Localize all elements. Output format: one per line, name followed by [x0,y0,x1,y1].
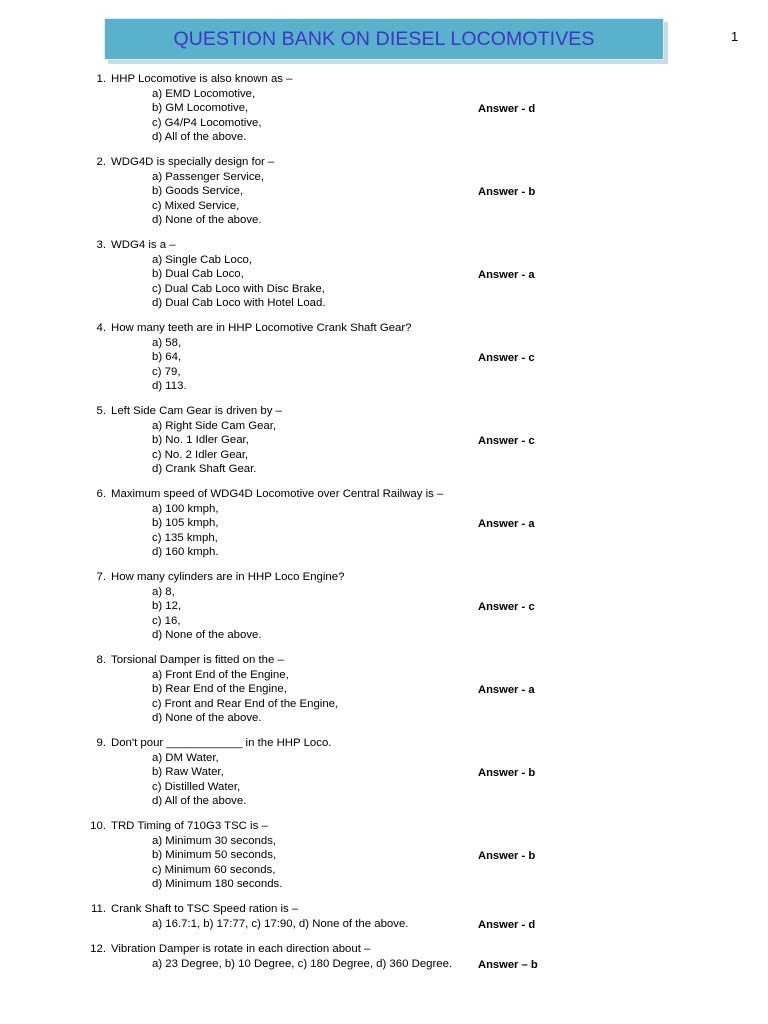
option-item: b) Raw Water, [152,766,224,779]
option-list [152,917,408,932]
option-item: a) Single Cab Loco, [152,253,253,266]
title-banner [104,18,664,60]
option-item: a) 58, [152,336,182,349]
question-number: 4. [96,322,106,334]
option-item: a) 8, [152,585,175,598]
option-item: a) 100 kmph, [152,502,219,515]
question-number: 9. [96,737,106,749]
option-item: c) 16, [152,614,181,627]
question-text: HHP Locomotive is also known as – [111,73,293,85]
answer-label: Answer - c [478,435,535,448]
option-list [152,87,262,145]
question-text: WDG4 is a – [111,239,176,251]
question-text: Crank Shaft to TSC Speed ration is – [111,903,299,915]
option-item: d) Minimum 180 seconds. [152,878,283,891]
option-item: a) Right Side Cam Gear, [152,419,277,432]
option-item: d) None of the above. [152,214,262,227]
answer-label: Answer - c [478,601,535,614]
option-item: d) All of the above. [152,131,247,144]
answer-label: Answer - a [478,518,535,531]
answer-label: Answer - a [478,684,535,697]
option-list [152,170,264,228]
option-item: c) Minimum 60 seconds, [152,863,276,876]
question-text: Maximum speed of WDG4D Locomotive over Central Railway is – [111,488,444,500]
option-item: d) 160 kmph. [152,546,219,559]
answer-label: Answer - b [478,850,536,863]
answer-label: Answer - a [478,269,535,282]
question-text: How many cylinders are in HHP Loco Engine? [111,571,345,583]
question-text: Don't pour ____________ in the HHP Loco. [111,737,332,749]
option-item: b) Dual Cab Loco, [152,268,244,281]
option-list [152,668,338,726]
question-text: TRD Timing of 710G3 TSC is – [111,820,268,832]
option-item: d) Dual Cab Loco with Hotel Load. [152,297,326,310]
option-list [152,834,282,892]
option-item: d) 113. [152,380,187,393]
option-item: c) Dual Cab Loco with Disc Brake, [152,282,325,295]
question-number: 8. [96,654,106,666]
question-text: How many teeth are in HHP Locomotive Crank Shaft Gear? [111,322,412,334]
option-list [152,502,218,560]
question-text: WDG4D is specially design for – [111,156,275,168]
page-title: QUESTION BANK ON DIESEL LOCOMOTIVES [173,27,595,50]
question-number: 12. [90,943,106,955]
question-number: 1. [96,73,106,85]
option-item: c) 79, [152,365,181,378]
option-list [152,336,187,394]
question-number: 2. [96,156,106,168]
answer-label: Answer - d [478,103,536,116]
option-list [152,957,452,972]
answer-label: Answer - b [478,186,536,199]
option-item: c) No. 2 Idler Gear, [152,448,249,461]
answer-label: Answer - c [478,352,535,365]
answer-label: Answer - d [478,918,536,931]
option-item: d) All of the above. [152,795,247,808]
question-text: Left Side Cam Gear is driven by – [111,405,282,417]
option-item: b) Rear End of the Engine, [152,683,287,696]
option-item: d) Crank Shaft Gear. [152,463,257,476]
option-list [152,419,276,477]
option-item: c) 135 kmph, [152,531,218,544]
option-item: b) Minimum 50 seconds, [152,849,277,862]
answer-label: Answer – b [478,958,538,971]
answer-label: Answer - b [478,767,536,780]
option-item: a) Front End of the Engine, [152,668,289,681]
option-item: a) 23 Degree, b) 10 Degree, c) 180 Degree, d) 360 Degree. [152,957,453,970]
option-item: c) G4/P4 Locomotive, [152,116,262,129]
option-item: d) None of the above. [152,712,262,725]
option-list [152,751,246,809]
question-number: 10. [90,820,106,832]
option-list [152,585,262,643]
option-item: c) Front and Rear End of the Engine, [152,697,339,710]
option-item: b) Goods Service, [152,185,244,198]
option-item: a) Minimum 30 seconds, [152,834,277,847]
option-item: a) Passenger Service, [152,170,265,183]
option-item: b) No. 1 Idler Gear, [152,434,249,447]
option-list [152,253,326,311]
option-item: d) None of the above. [152,629,262,642]
option-item: b) 64, [152,351,182,364]
question-text: Vibration Damper is rotate in each direction about – [111,943,371,955]
option-item: b) 12, [152,600,182,613]
option-item: a) DM Water, [152,751,219,764]
question-text: Torsional Damper is fitted on the – [111,654,284,666]
option-item: c) Mixed Service, [152,199,240,212]
option-item: b) 105 kmph, [152,517,219,530]
question-number: 5. [96,405,106,417]
option-item: c) Distilled Water, [152,780,241,793]
question-number: 11. [91,903,106,915]
page-number: 1 [731,29,739,44]
option-item: a) EMD Locomotive, [152,87,256,100]
question-number: 3. [96,239,106,251]
question-number: 6. [96,488,106,500]
option-item: b) GM Locomotive, [152,102,249,115]
option-item: a) 16.7:1, b) 17:77, c) 17:90, d) None of the above. [152,917,409,930]
question-number: 7. [96,571,106,583]
